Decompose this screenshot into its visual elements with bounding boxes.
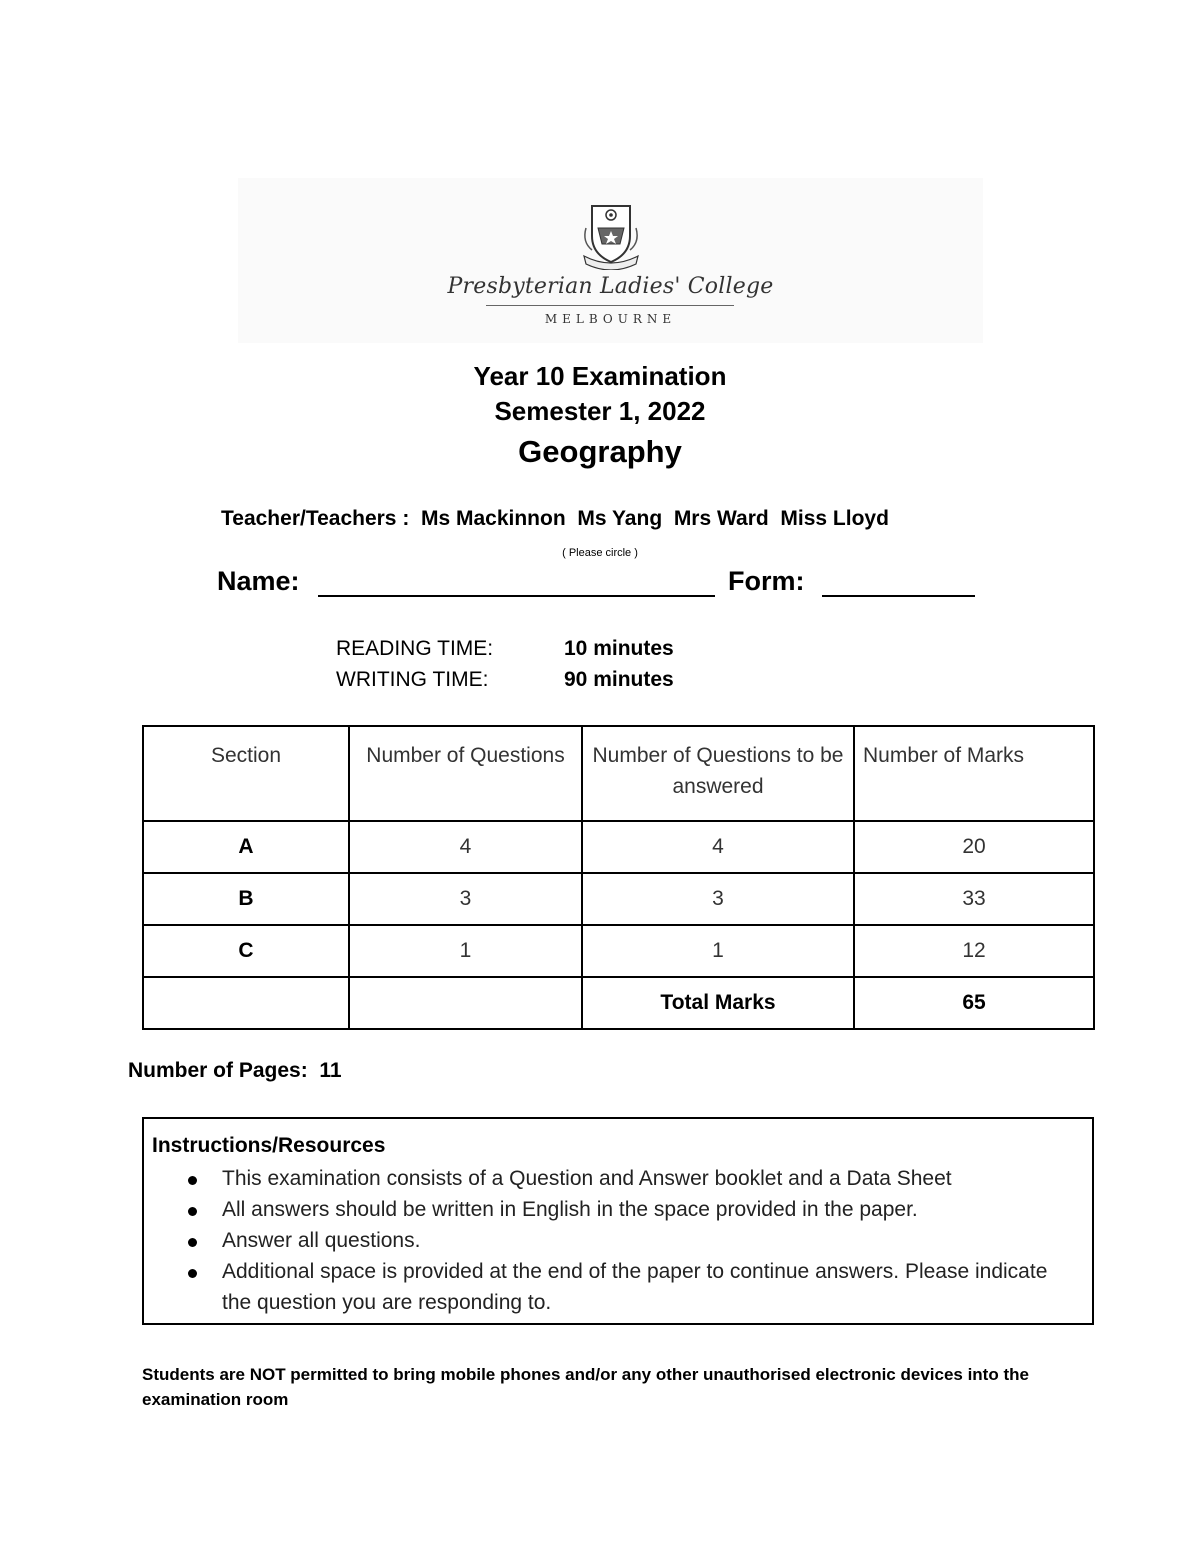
exam-title: Year 10 Examination bbox=[473, 361, 727, 391]
college-crest-icon bbox=[578, 198, 644, 270]
pages-value: 11 bbox=[319, 1059, 342, 1082]
table-header-cell: Number of Marks bbox=[854, 726, 1094, 821]
college-city: MELBOURNE bbox=[544, 312, 677, 326]
name-field[interactable] bbox=[318, 595, 715, 597]
table-header-cell: Section bbox=[143, 726, 349, 821]
list-item bbox=[144, 1194, 1092, 1225]
reading-time-label: READING TIME: bbox=[336, 637, 494, 660]
bullet-icon bbox=[188, 1207, 197, 1216]
table-header-cell: Number of Questions to be answered bbox=[582, 726, 854, 821]
instruction-text: All answers should be written in English in the space provided in the paper. bbox=[222, 1198, 918, 1221]
teachers-line: Teacher/Teachers : Ms Mackinnon Ms Yang Mrs Ward Miss Lloyd bbox=[221, 507, 889, 530]
table-header-cell: Number of Questions bbox=[349, 726, 582, 821]
instructions-title: Instructions/Resources bbox=[152, 1134, 386, 1157]
total-marks-value: 65 bbox=[854, 977, 1094, 1029]
bullet-icon bbox=[188, 1238, 197, 1247]
exam-subject: Geography bbox=[518, 434, 682, 469]
form-label: Form: bbox=[728, 566, 805, 596]
form-field[interactable] bbox=[822, 595, 975, 597]
table-row bbox=[143, 873, 1094, 925]
college-name: Presbyterian Ladies' College bbox=[447, 274, 774, 299]
table-cell: 4 bbox=[582, 821, 854, 873]
writing-time-value: 90 minutes bbox=[564, 668, 674, 691]
pages-label: Number of Pages: bbox=[128, 1059, 308, 1082]
table-cell bbox=[349, 977, 582, 1029]
instruction-text: Answer all questions. bbox=[222, 1229, 421, 1252]
writing-time-label: WRITING TIME: bbox=[336, 668, 489, 691]
table-cell: 1 bbox=[349, 925, 582, 977]
instruction-text: This examination consists of a Question and Answer booklet and a Data Sheet bbox=[222, 1167, 952, 1190]
reading-time-value: 10 minutes bbox=[564, 637, 674, 660]
table-cell: B bbox=[143, 873, 349, 925]
table-cell: 3 bbox=[582, 873, 854, 925]
devices-warning: Students are NOT permitted to bring mobile phones and/or any other unauthorised electronic devices into the examination room bbox=[142, 1365, 1029, 1409]
number-of-pages bbox=[128, 1059, 342, 1083]
college-name-divider bbox=[486, 305, 734, 306]
total-marks-label: Total Marks bbox=[582, 977, 854, 1029]
exam-semester: Semester 1, 2022 bbox=[494, 396, 706, 426]
table-cell: A bbox=[143, 821, 349, 873]
college-logo bbox=[238, 178, 983, 343]
table-cell: 1 bbox=[582, 925, 854, 977]
table-cell: 4 bbox=[349, 821, 582, 873]
table-cell: 3 bbox=[349, 873, 582, 925]
please-circle-note: ( Please circle ) bbox=[562, 547, 638, 559]
instructions-list bbox=[144, 1163, 1092, 1318]
list-item bbox=[144, 1225, 1092, 1256]
table-cell: 12 bbox=[854, 925, 1094, 977]
table-row bbox=[143, 925, 1094, 977]
marks-table bbox=[142, 725, 1095, 1030]
table-cell bbox=[143, 977, 349, 1029]
bullet-icon bbox=[188, 1269, 197, 1278]
table-cell: 33 bbox=[854, 873, 1094, 925]
table-cell: 20 bbox=[854, 821, 1094, 873]
bullet-icon bbox=[188, 1176, 197, 1185]
name-label: Name: bbox=[217, 566, 300, 596]
table-cell: C bbox=[143, 925, 349, 977]
list-item bbox=[144, 1163, 1092, 1194]
table-row bbox=[143, 821, 1094, 873]
list-item bbox=[144, 1256, 1092, 1318]
table-total-row bbox=[143, 977, 1094, 1029]
instructions-box bbox=[142, 1117, 1094, 1325]
instruction-text: Additional space is provided at the end of the paper to continue answers. Please indicate the question you are responding to. bbox=[222, 1260, 1048, 1314]
table-header-row bbox=[143, 726, 1094, 821]
